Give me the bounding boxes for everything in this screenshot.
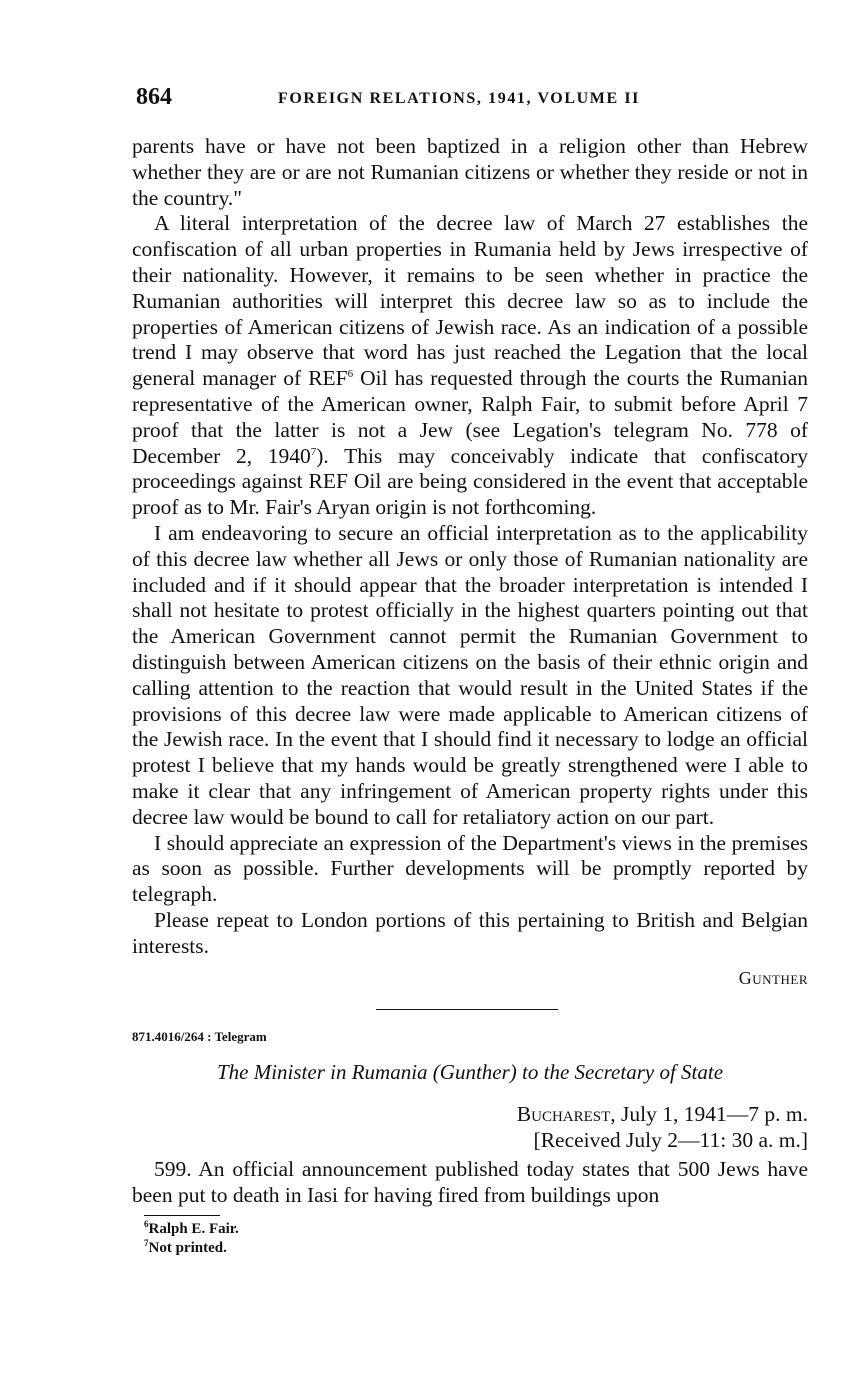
footnote-text: Ralph E. Fair. [148, 1220, 239, 1237]
dateline [132, 1101, 808, 1127]
paragraph-text: Oil has requested through the courts the Rumanian representative of the American owner, Ralph Fair, to submit before April 7 proof that the latter is not a Jew (see Legation's telegram No. 778 of December 2, 1940 [132, 366, 808, 468]
paragraph-text: A literal interpretation of the decree law of March 27 establishes the confiscation of all urban properties in Rumania held by Jews irrespective of their nationality. However, it remains to be seen whether in practice the Rumanian authorities will interpret this decree law so as to include the properties of American citizens of Jewish race. As an indication of a possible trend I may observe that word has just reached the Legation that the local general manager of REF [132, 211, 808, 391]
document-title: The Minister in Rumania (Gunther) to the Secretary of State [216, 1060, 724, 1085]
footnote-ref-6: 6 [347, 368, 354, 381]
footnote-mark: 7 [144, 1237, 149, 1248]
paragraph-official-interpretation: I am endeavoring to secure an official interpretation as to the applicability of this decree law whether all Jews or only those of Rumanian nationality are included and if it should appear that the broader interpretation is intended I shall not hesitate to protest officially in the highest quarters pointing out that the American Government cannot permit the Rumanian Government to distinguish between American citizens on the basis of their ethnic origin and calling attention to the reaction that would result in the United States if the provisions of this decree law were made applicable to American citizens of the Jewish race. In the event that I should find it necessary to lodge an official protest I believe that my hands would be greatly strengthened were I able to make it clear that any infringement of American property rights under this decree law would be bound to call for retaliatory action on our part. [132, 520, 808, 829]
footnote-6 [144, 1220, 808, 1239]
page-number: 864 [136, 84, 172, 110]
received-line: [Received July 2—11: 30 a. m.] [533, 1128, 808, 1153]
page-header [136, 84, 808, 114]
dateline-date: , July 1, 1941—7 p. m. [610, 1102, 808, 1127]
signature: Gunther [738, 967, 808, 988]
dateline-place: Bucharest [516, 1102, 611, 1127]
section-divider [376, 1009, 558, 1010]
footnote-7 [144, 1239, 808, 1258]
file-number: 871.4016/264 : Telegram [132, 1029, 267, 1045]
footnotes [144, 1220, 808, 1258]
footnote-mark: 6 [144, 1218, 149, 1229]
footnote-text: Not printed. [148, 1239, 227, 1256]
paragraph-text: ). This may conceivably indicate that confiscatory proceedings against REF Oil are being considered in the event that acceptable proof as to Mr. Fair's Aryan origin is not forthcoming. [132, 443, 808, 520]
paragraph-decree-interpretation [132, 211, 808, 521]
page-body [132, 134, 808, 1258]
running-head: FOREIGN RELATIONS, 1941, VOLUME II [278, 90, 640, 107]
paragraph-department-views: I should appreciate an expression of the Department's views in the premises as soon as possible. Further developments will be promptly reported by telegraph. [132, 830, 808, 907]
paragraph-telegram-599: 599. An official announcement published today states that 500 Jews have been put to death in Iasi for having fired from buildings upon [132, 1157, 808, 1208]
footnote-ref-7: 7 [310, 445, 317, 458]
footnote-rule [144, 1215, 220, 1216]
paragraph-continuation: parents have or have not been baptized in a religion other than Hebrew whether they are or are not Rumanian citizens or whether they reside or not in the country." [132, 134, 808, 210]
paragraph-repeat-london: Please repeat to London portions of this pertaining to British and Belgian interests. [132, 907, 808, 958]
